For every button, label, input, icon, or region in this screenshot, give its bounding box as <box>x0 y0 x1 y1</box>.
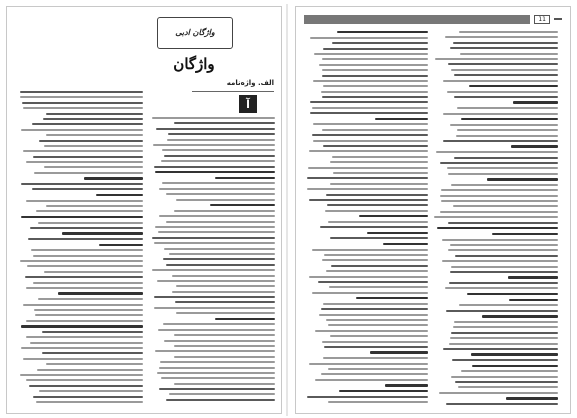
text-line <box>159 215 275 217</box>
text-line <box>23 304 143 306</box>
text-line <box>26 161 143 163</box>
text-line <box>492 233 558 235</box>
text-line <box>309 199 428 201</box>
text-line <box>312 107 428 109</box>
text-line <box>370 351 428 353</box>
text-line <box>154 307 275 309</box>
text-line <box>442 260 559 262</box>
text-line <box>161 160 275 162</box>
text-line <box>155 171 275 173</box>
text-line <box>459 31 558 33</box>
section-heading: الف. واژه‌نامه <box>192 79 274 92</box>
text-line <box>450 337 558 339</box>
text-line <box>154 242 275 244</box>
left-page <box>6 6 282 414</box>
text-line <box>445 36 558 38</box>
text-line <box>44 145 143 147</box>
text-line <box>459 304 558 306</box>
text-line <box>39 140 143 142</box>
text-line <box>168 133 275 135</box>
text-line <box>482 315 558 317</box>
text-line <box>449 343 558 345</box>
text-line <box>453 42 558 44</box>
text-line <box>152 237 275 239</box>
text-line <box>174 345 275 347</box>
text-line <box>319 314 428 316</box>
text-line <box>330 161 428 163</box>
text-line <box>329 286 428 288</box>
text-line <box>435 58 558 60</box>
text-line <box>33 396 143 398</box>
text-line <box>166 399 275 401</box>
right-page-left-column <box>306 31 428 407</box>
text-line <box>448 63 558 65</box>
text-line <box>450 244 558 246</box>
text-line <box>471 353 558 355</box>
text-line <box>310 37 428 39</box>
text-line <box>156 128 275 130</box>
text-line <box>20 260 143 262</box>
text-line <box>308 167 428 169</box>
right-page-header <box>304 13 562 25</box>
text-line <box>454 321 558 323</box>
text-line <box>451 376 558 378</box>
text-line <box>332 42 428 44</box>
text-line <box>331 265 428 267</box>
text-line <box>451 69 558 71</box>
text-line <box>164 155 275 157</box>
text-line <box>455 255 558 257</box>
text-line <box>511 145 558 147</box>
text-line <box>20 96 143 98</box>
text-line <box>175 301 275 303</box>
text-line <box>375 118 428 120</box>
text-line <box>23 358 143 360</box>
text-line <box>443 348 558 350</box>
text-line <box>46 363 143 365</box>
text-line <box>21 183 143 185</box>
text-line <box>454 74 558 76</box>
text-line <box>169 253 275 255</box>
text-line <box>43 118 143 120</box>
text-line <box>46 113 143 115</box>
text-line <box>337 31 428 33</box>
text-line <box>324 254 428 256</box>
text-line <box>322 129 428 131</box>
text-line <box>33 282 143 284</box>
text-line <box>321 373 428 375</box>
text-line <box>487 178 558 180</box>
text-line <box>469 85 558 87</box>
text-line <box>443 113 558 115</box>
text-line <box>315 379 428 381</box>
text-line <box>215 318 275 320</box>
text-line <box>42 352 143 354</box>
header-tag <box>554 18 562 20</box>
text-line <box>367 232 428 234</box>
text-line <box>152 117 275 119</box>
text-line <box>23 107 143 109</box>
text-line <box>321 91 428 93</box>
text-line <box>460 53 558 55</box>
text-line <box>153 144 275 146</box>
text-line <box>356 297 428 299</box>
text-line <box>166 221 275 223</box>
text-line <box>441 200 558 202</box>
page-number: 11 <box>534 15 550 24</box>
text-line <box>458 386 558 388</box>
text-line <box>309 276 428 278</box>
text-line <box>34 309 143 311</box>
text-line <box>450 271 558 273</box>
text-line <box>163 323 275 325</box>
text-line <box>96 194 143 196</box>
text-line <box>453 205 558 207</box>
text-line <box>440 211 558 213</box>
text-line <box>319 64 428 66</box>
text-line <box>62 232 143 234</box>
text-line <box>508 276 558 278</box>
text-line <box>22 102 143 104</box>
text-line <box>447 167 558 169</box>
text-line <box>167 139 275 141</box>
text-line <box>32 188 143 190</box>
page-title: واژگان <box>173 55 215 73</box>
right-page-right-column <box>434 31 558 407</box>
text-line <box>169 393 275 395</box>
text-line <box>157 372 275 374</box>
text-line <box>448 222 558 224</box>
text-line <box>38 298 143 300</box>
text-line <box>38 222 143 224</box>
text-line <box>313 123 428 125</box>
text-line <box>454 96 558 98</box>
text-line <box>333 172 428 174</box>
text-line <box>328 324 428 326</box>
text-line <box>174 122 275 124</box>
text-line <box>472 365 558 367</box>
text-line <box>164 248 275 250</box>
text-line <box>450 47 558 49</box>
text-line <box>339 390 428 392</box>
text-line <box>434 216 558 218</box>
text-line <box>312 249 428 251</box>
text-line <box>174 334 275 336</box>
text-line <box>322 58 428 60</box>
text-line <box>159 367 275 369</box>
text-line <box>310 101 428 103</box>
text-line <box>330 335 428 337</box>
text-line <box>454 157 558 159</box>
text-line <box>174 356 275 358</box>
text-line <box>324 346 428 348</box>
text-line <box>325 210 428 212</box>
text-line <box>312 292 428 294</box>
left-page-right-column <box>149 117 275 407</box>
text-line <box>163 258 275 260</box>
text-line <box>327 204 428 206</box>
text-line <box>159 188 275 190</box>
text-line <box>383 243 428 245</box>
text-line <box>455 381 558 383</box>
text-line <box>506 397 558 399</box>
text-line <box>320 226 428 228</box>
text-line <box>154 296 275 298</box>
text-line <box>26 287 143 289</box>
text-line <box>84 177 143 179</box>
text-line <box>33 255 143 257</box>
text-line <box>35 314 143 316</box>
text-line <box>42 331 143 333</box>
text-line <box>323 357 428 359</box>
text-line <box>457 107 558 109</box>
right-side-label <box>559 37 568 237</box>
text-line <box>21 347 143 349</box>
text-line <box>314 53 428 55</box>
text-line <box>443 80 558 82</box>
text-line <box>30 342 143 344</box>
text-line <box>176 199 275 201</box>
text-line <box>26 200 143 202</box>
text-line <box>44 166 143 168</box>
text-line <box>31 249 143 251</box>
text-line <box>439 392 558 394</box>
text-line <box>21 325 143 327</box>
text-line <box>445 287 558 289</box>
text-line <box>446 310 558 312</box>
text-line <box>162 149 275 151</box>
header-bar <box>304 15 530 24</box>
section-logo <box>157 17 233 49</box>
text-line <box>46 205 143 207</box>
text-line <box>26 320 143 322</box>
text-line <box>315 330 428 332</box>
text-line <box>172 275 275 277</box>
text-line <box>313 140 428 142</box>
text-line <box>157 280 275 282</box>
text-line <box>448 173 558 175</box>
text-line <box>307 177 428 179</box>
text-line <box>452 359 558 361</box>
text-line <box>359 215 428 217</box>
text-line <box>26 379 143 381</box>
text-line <box>20 91 143 93</box>
text-line <box>159 388 275 390</box>
text-line <box>440 162 558 164</box>
text-line <box>448 249 558 251</box>
text-line <box>332 156 428 158</box>
text-line <box>442 239 558 241</box>
text-line <box>436 151 558 153</box>
text-line <box>309 363 428 365</box>
text-line <box>449 282 558 284</box>
text-line <box>21 216 143 218</box>
text-line <box>451 332 558 334</box>
text-line <box>155 350 275 352</box>
text-line <box>39 390 143 392</box>
text-line <box>447 91 558 93</box>
text-line <box>312 134 428 136</box>
text-line <box>326 270 428 272</box>
text-line <box>441 189 558 191</box>
text-line <box>457 129 558 131</box>
text-line <box>174 210 275 212</box>
text-line <box>23 150 143 152</box>
text-line <box>326 194 428 196</box>
text-line <box>323 85 428 87</box>
text-line <box>322 259 428 261</box>
text-line <box>328 368 428 370</box>
text-line <box>46 134 143 136</box>
text-line <box>513 101 558 103</box>
text-line <box>446 403 558 405</box>
text-line <box>172 291 275 293</box>
text-line <box>461 118 558 120</box>
text-line <box>36 401 143 403</box>
text-line <box>310 112 428 114</box>
text-line <box>162 182 275 184</box>
text-line <box>210 204 275 206</box>
text-line <box>164 340 275 342</box>
text-line <box>154 166 275 168</box>
text-line <box>440 195 558 197</box>
text-line <box>158 329 275 331</box>
text-line <box>461 370 558 372</box>
text-line <box>174 383 275 385</box>
text-line <box>318 281 428 283</box>
text-line <box>158 231 275 233</box>
text-line <box>166 193 275 195</box>
text-line <box>323 145 428 147</box>
text-line <box>30 227 143 229</box>
text-line <box>99 244 143 246</box>
section-letter-badge: آ <box>239 95 257 113</box>
text-line <box>36 210 144 212</box>
text-line <box>322 69 428 71</box>
page-gutter <box>286 4 288 416</box>
text-line <box>20 374 143 376</box>
text-line <box>176 285 275 287</box>
text-line <box>385 384 428 386</box>
text-line <box>155 226 275 228</box>
text-line <box>321 308 428 310</box>
text-line <box>28 238 143 240</box>
text-line <box>328 401 428 403</box>
text-line <box>37 369 143 371</box>
text-line <box>451 266 558 268</box>
text-line <box>152 269 275 271</box>
text-line <box>453 326 558 328</box>
text-line <box>330 237 428 239</box>
text-line <box>33 156 143 158</box>
text-line <box>330 183 428 185</box>
text-line <box>443 140 558 142</box>
text-line <box>215 177 275 179</box>
text-line <box>322 341 428 343</box>
text-line <box>456 135 558 137</box>
text-line <box>307 188 428 190</box>
text-line <box>328 221 428 223</box>
text-line <box>160 361 275 363</box>
text-line <box>25 276 143 278</box>
left-side-label <box>9 47 18 247</box>
text-line <box>309 150 428 152</box>
text-line <box>307 396 429 398</box>
text-line <box>44 271 143 273</box>
text-line <box>34 172 143 174</box>
text-line <box>166 264 275 266</box>
text-line <box>29 385 143 387</box>
text-line <box>467 293 558 295</box>
logo-title: واژگان ادبی <box>175 28 215 37</box>
left-page-left-column <box>19 91 143 407</box>
text-line <box>437 227 558 229</box>
text-line <box>26 336 143 338</box>
text-line <box>58 292 143 294</box>
text-line <box>323 48 428 50</box>
text-line <box>322 75 428 77</box>
text-line <box>451 184 558 186</box>
text-line <box>450 124 558 126</box>
text-line <box>176 312 275 314</box>
text-line <box>313 80 428 82</box>
text-line <box>27 265 143 267</box>
text-line <box>21 129 143 131</box>
text-line <box>322 96 428 98</box>
right-page <box>295 6 571 414</box>
text-line <box>161 377 275 379</box>
text-line <box>32 123 143 125</box>
text-line <box>509 299 558 301</box>
text-line <box>326 319 428 321</box>
text-line <box>323 303 428 305</box>
